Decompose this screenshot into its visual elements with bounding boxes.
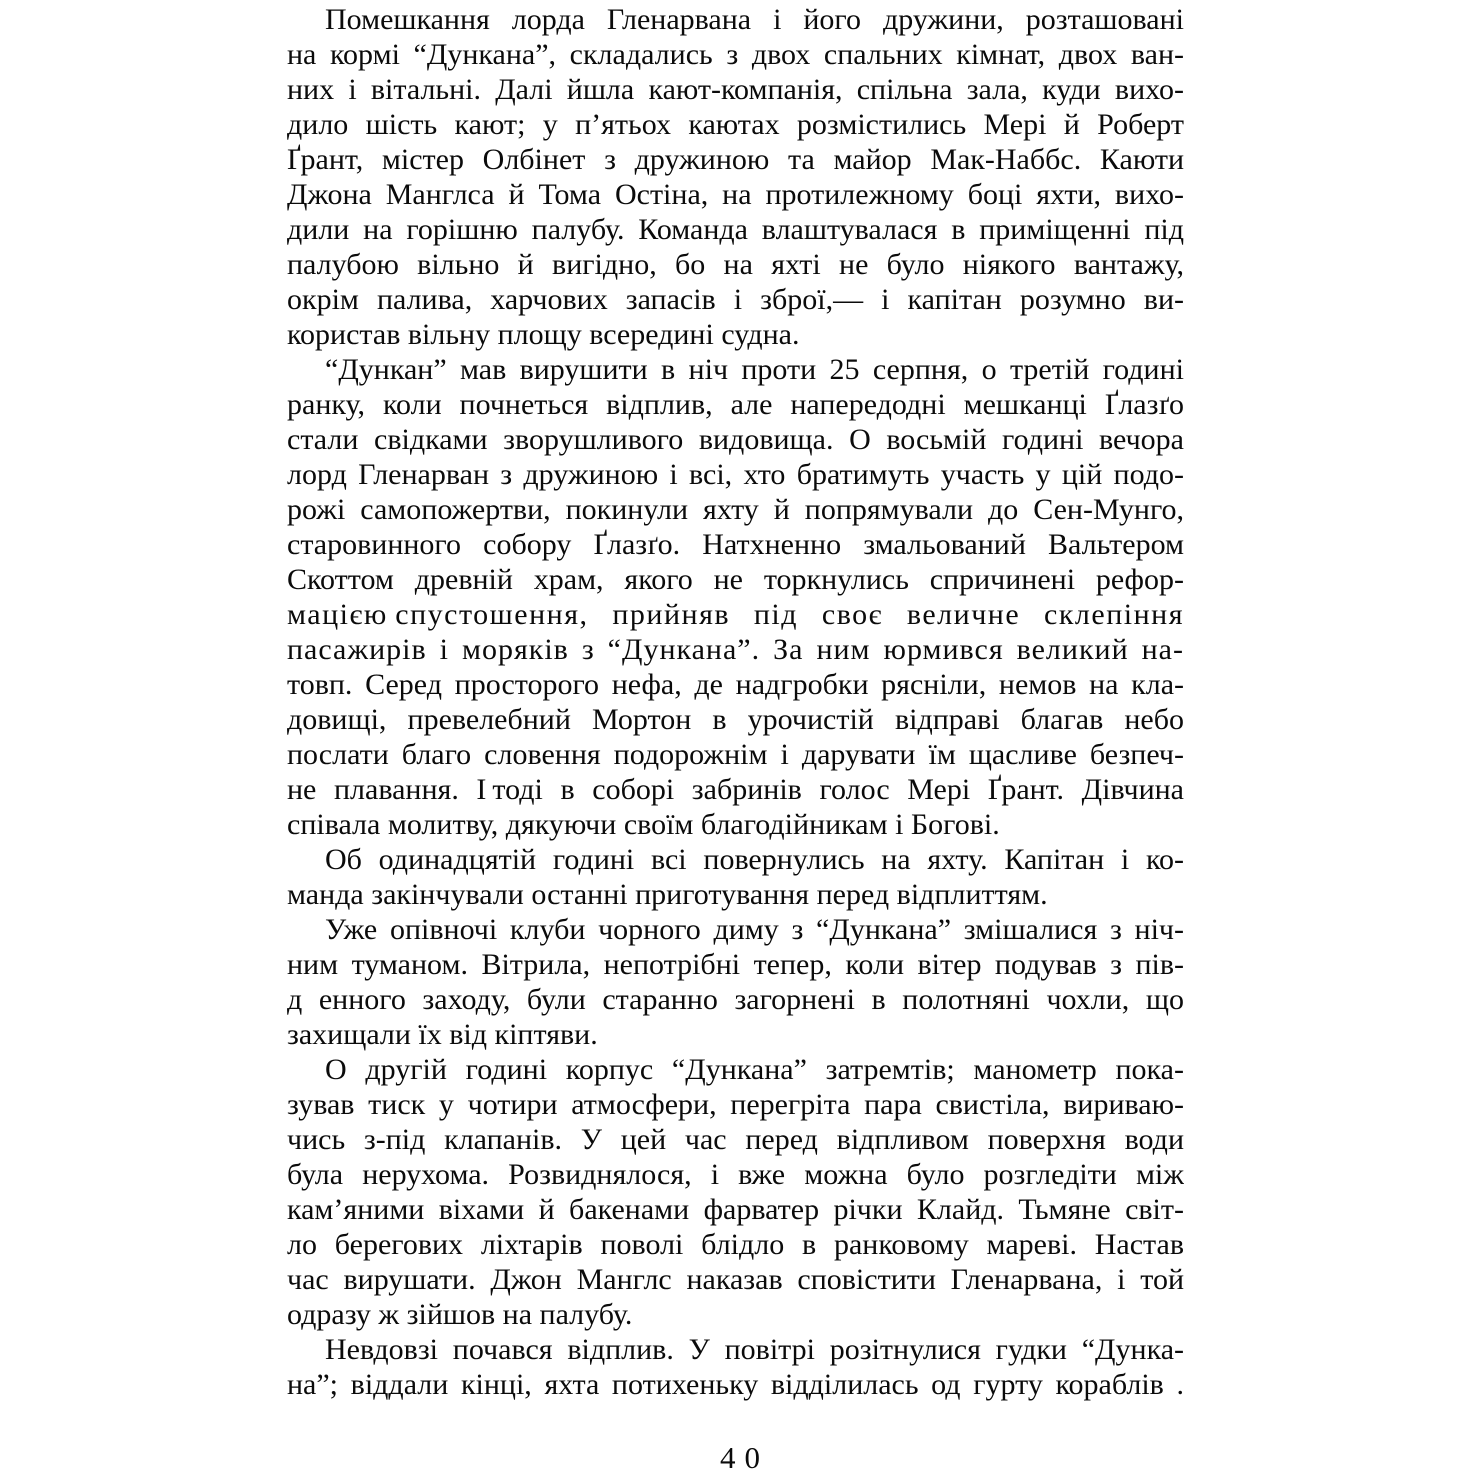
text-line: манда закінчували останні приготування перед відплиттям. bbox=[287, 878, 1048, 911]
text-line: захищали їх від кіптяви. bbox=[287, 1018, 598, 1051]
text-line: них і вітальні. Далі йшла кают-компанія, спільна зала, куди вихо- bbox=[287, 73, 1184, 106]
text-line: палубою вільно й вигідно, бо на яхті не було ніякого вантажу, bbox=[287, 248, 1184, 281]
text-line: ранку, коли почнеться відплив, але напередодні мешканці Ґлазґо bbox=[287, 388, 1184, 421]
text-line: Ґрант, містер Олбінет з дружиною та майор Мак-Наббс. Каюти bbox=[287, 143, 1184, 176]
text-line: співала молитву, дякуючи своїм благодійникам і Богові. bbox=[287, 808, 1000, 841]
text-line: була нерухома. Розвиднялося, і вже можна було розгледіти між bbox=[287, 1158, 1184, 1191]
text-line: ним туманом. Вітрила, непотрібні тепер, коли вітер подував з пів- bbox=[287, 948, 1184, 981]
text-line: пасажирів і моряків з “Дункана”. За ним юрмився великий на- bbox=[287, 633, 1184, 666]
text-line: лорд Гленарван з дружиною і всі, хто братимуть участь у цій подо- bbox=[287, 458, 1184, 491]
text-line: окрім палива, харчових запасів і зброї,— і капітан розумно ви- bbox=[287, 283, 1184, 316]
text-line: користав вільну площу всередині судна. bbox=[287, 318, 800, 351]
text-line: час вирушати. Джон Манглс наказав сповістити Гленарвана, і той bbox=[287, 1263, 1184, 1296]
paragraph bbox=[287, 352, 1184, 842]
text-line: Об одинадцятій годині всі повернулись на яхту. Капітан і ко- bbox=[325, 843, 1184, 876]
text-line: стали свідками зворушливого видовища. О восьмій годині вечора bbox=[287, 423, 1184, 456]
text-line: Скоттом древній храм, якого не торкнулись спричинені рефор- bbox=[287, 563, 1184, 596]
text-line: чись з-під клапанів. У цей час перед відпливом поверхня води bbox=[287, 1123, 1184, 1156]
paragraph bbox=[287, 842, 1184, 912]
page-text bbox=[287, 2, 1184, 1402]
paragraph bbox=[287, 912, 1184, 1052]
text-line: товп. Серед просторого нефа, де надгробки рясніли, немов на кла- bbox=[287, 668, 1184, 701]
text-line: на кормі “Дункана”, складались з двох спальних кімнат, двох ван- bbox=[287, 38, 1184, 71]
text-line: дило шість кают; у п’ятьох каютах розмістились Мері й Роберт bbox=[287, 108, 1184, 141]
paragraph bbox=[287, 1052, 1184, 1332]
text-line: на”; віддали кінці, яхта потихеньку відділилась од гурту кораблів . bbox=[287, 1368, 1184, 1401]
text-line: Невдовзі почався відплив. У повітрі розітнулися гудки “Дунка- bbox=[325, 1333, 1184, 1366]
text-line: Джона Манглса й Тома Остіна, на протилежному боці яхти, вихо- bbox=[287, 178, 1184, 211]
paragraph bbox=[287, 2, 1184, 352]
text-line: не плавання. І тоді в соборі забринів голос Мері Ґрант. Дівчина bbox=[287, 773, 1184, 806]
text-line: довищі, превелебний Мортон в урочистій відправі благав небо bbox=[287, 703, 1184, 736]
text-line: рожі самопожертви, покинули яхту й попрямували до Сен-Мунго, bbox=[287, 493, 1184, 526]
text-line: дили на горішню палубу. Команда влаштувалася в приміщенні під bbox=[287, 213, 1184, 246]
text-line: “Дункан” мав вирушити в ніч проти 25 серпня, о третій годині bbox=[325, 353, 1184, 386]
text-line: зував тиск у чотири атмосфери, перегріта пара свистіла, вириваю- bbox=[287, 1088, 1184, 1121]
text-line: послати благо словення подорожнім і дарувати їм щасливе безпеч- bbox=[287, 738, 1184, 771]
text-line: кам’яними віхами й бакенами фарватер річки Клайд. Тьмяне світ- bbox=[287, 1193, 1184, 1226]
text-line: одразу ж зійшов на палубу. bbox=[287, 1298, 633, 1331]
text-line: старовинного собору Ґлазґо. Натхненно змальований Вальтером bbox=[287, 528, 1184, 561]
text-line: Уже опівночі клуби чорного диму з “Дункана” змішалися з ніч- bbox=[325, 913, 1184, 946]
text-line: Помешкання лорда Гленарвана і його дружини, розташовані bbox=[325, 3, 1184, 36]
text-line: д енного заходу, були старанно загорнені в полотняні чохли, що bbox=[287, 983, 1184, 1016]
text-line: О другій годині корпус “Дункана” затремтів; манометр пока- bbox=[325, 1053, 1184, 1086]
text-line: мацією спустошення, прийняв під своє величне склепіння bbox=[287, 598, 1184, 631]
paragraph bbox=[287, 1332, 1184, 1402]
page-number: 40 bbox=[720, 1440, 769, 1473]
text-line: ло берегових ліхтарів поволі блідло в ранковому мареві. Настав bbox=[287, 1228, 1184, 1261]
